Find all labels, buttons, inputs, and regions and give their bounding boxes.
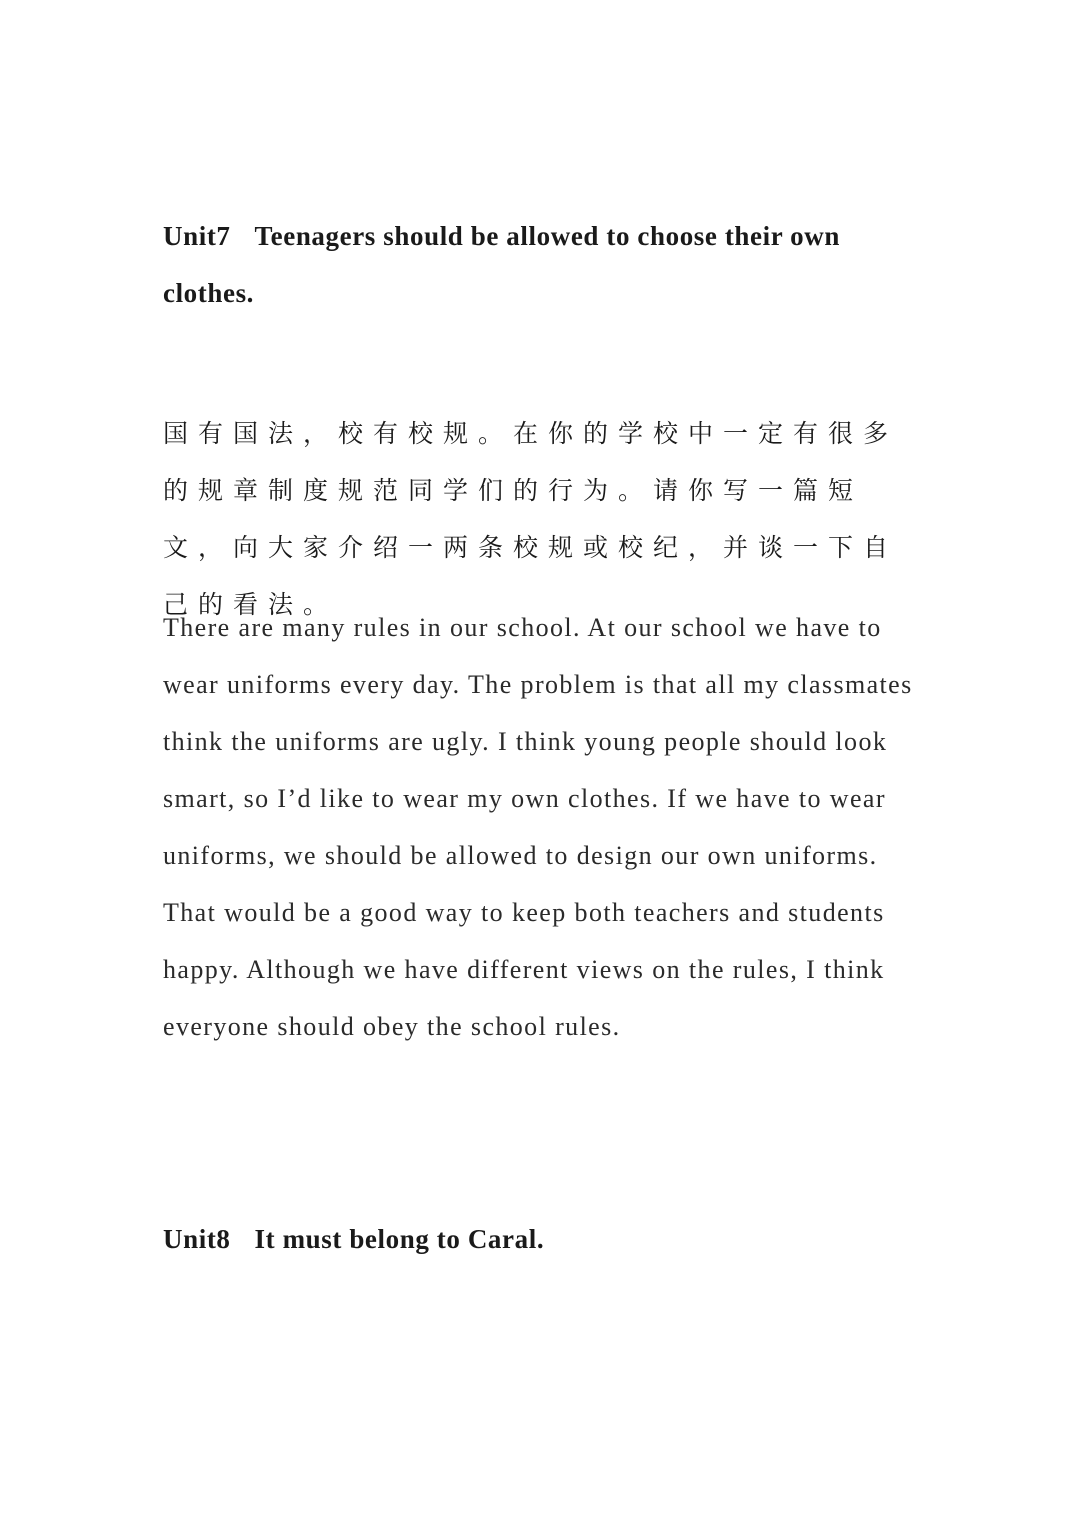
unit7-title: Teenagers should be allowed to choose their own clothes. — [163, 221, 840, 308]
sample-essay — [163, 599, 923, 1055]
unit7-heading — [163, 208, 923, 322]
essay-paragraph-2: That would be a good way to keep both teachers and students happy. Although we have different views on the rules, I think everyone should obey the school rules. — [163, 898, 885, 1041]
unit8-number: Unit8 — [163, 1224, 231, 1254]
unit8-title: It must belong to Caral. — [254, 1224, 545, 1254]
unit7-number: Unit7 — [163, 221, 231, 251]
unit8-heading — [163, 1211, 923, 1268]
essay-paragraph-1: There are many rules in our school. At our school we have to wear uniforms every day. The problem is that all my classmates think the uniforms are ugly. I think young people should look smart, so I’d like to wear my own clothes. If we have to wear uniforms, we should be allowed to design our own uniforms. — [163, 613, 913, 870]
writing-prompt-chinese: 国有国法，校有校规。在你的学校中一定有很多的规章制度规范同学们的行为。请你写一篇短文，向大家介绍一两条校规或校纪，并谈一下自己的看法。 — [163, 419, 899, 619]
